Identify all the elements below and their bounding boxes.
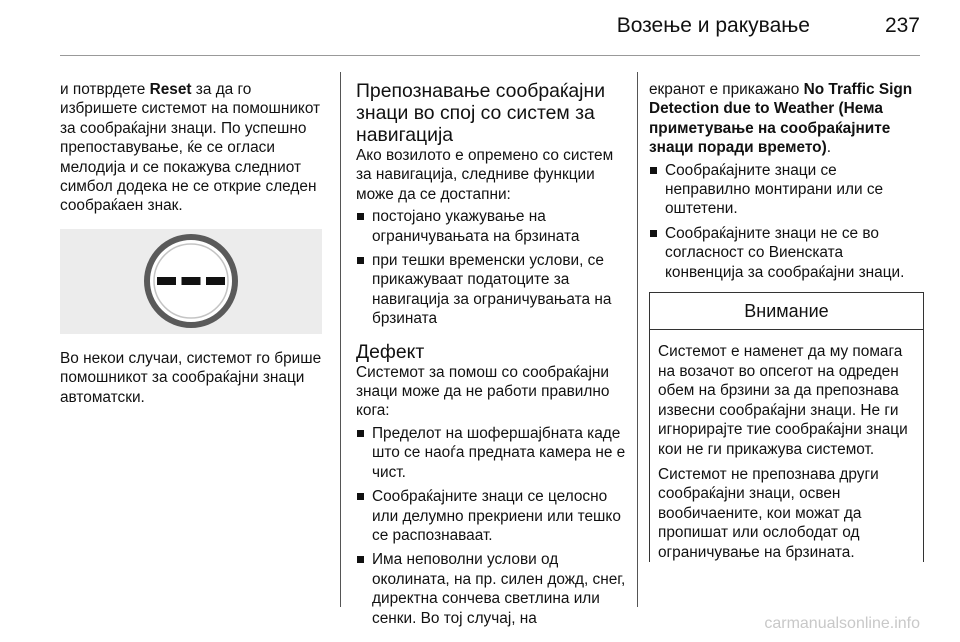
navigation-section-intro: Ако возилото е опремено со систем за навигација, следниве функции може да се достапни:	[356, 147, 614, 203]
continuation-end: .	[826, 139, 831, 157]
warning-box	[649, 292, 924, 562]
warning-paragraph: Системот е наменет да му помага на возачот во опсегот на одреден обем на брзини за да препознава извесни сообраќајни знаци. Не ги игнорирајте тие сообраќајни знаци кои не ги прикажува системот.	[658, 343, 908, 458]
column-divider-1	[340, 72, 341, 607]
list-item: Има неповолни услови од околината, на пр. силен дожд, снег, директна сончева светлина или сенки. Во тој случај, на	[356, 550, 626, 628]
intro-paragraph	[60, 80, 330, 216]
reset-keyword: Reset	[149, 81, 192, 98]
list-item: Сообраќајните знаци се целосно или делумно прекриени или тешко се распознаваат.	[356, 487, 626, 545]
intro-text: и потврдете	[60, 81, 150, 98]
warning-title: Внимание	[650, 293, 923, 330]
warning-paragraph: Системот не препознава други сообраќајни знаци, освен вообичаените, кои можат да пропишат или ослободат од ограничување на брзината.	[658, 465, 879, 561]
defect-bullets-continued	[649, 161, 924, 282]
no-sign-detected-icon	[141, 231, 241, 331]
defect-intro: Системот за помош со сообраќајни знаци може да не работи правилно кога:	[356, 363, 610, 420]
list-item: Сообраќајните знаци не се во согласност со Виенската конвенција за сообраќајни знаци.	[649, 224, 924, 282]
list-item: при тешки временски услови, се прикажуваат податоците за навигација за ограничувањата на брзината	[356, 251, 626, 329]
defect-bullets	[356, 424, 626, 628]
navigation-section-heading: Препознавање сообраќајни знаци во спој со систем за навигација	[356, 80, 606, 146]
no-sign-detected-symbol-figure	[60, 229, 322, 334]
list-item: постојано укажување на ограничувањата на брзината	[356, 207, 626, 246]
column-3	[649, 80, 924, 562]
auto-reset-paragraph: Во некои случаи, системот го брише помошникот за сообраќајни знаци автоматски.	[60, 349, 322, 406]
column-divider-2	[637, 72, 638, 607]
watermark: carmanualsonline.info	[764, 615, 920, 632]
weather-message: No Traffic Sign Detection due to Weather (Нема приметување на сообраќајните знаци поради времето)	[649, 81, 913, 157]
warning-body	[650, 330, 923, 561]
continuation-text: екранот е прикажано	[649, 81, 804, 98]
weather-message-paragraph	[649, 80, 924, 158]
intro-text-continued: за да го избришете системот на помошникот за сообраќајни знаци. По успешно препоставување, ќе се огласи мелодија и се покажува следниот симбол додека не се открие следен сообраќаен знак.	[60, 81, 321, 215]
header-divider	[60, 55, 920, 56]
navigation-bullets	[356, 207, 626, 328]
column-1	[60, 80, 330, 407]
list-item: Пределот на шофершајбната каде што се наоѓа предната камера не е чист.	[356, 424, 626, 482]
page-number: 237	[884, 14, 920, 37]
column-2	[356, 80, 626, 633]
defect-heading: Дефект	[356, 340, 425, 363]
list-item: Сообраќајните знаци се неправилно монтирани или се оштетени.	[649, 161, 924, 219]
header-title: Возење и ракување	[616, 14, 810, 37]
